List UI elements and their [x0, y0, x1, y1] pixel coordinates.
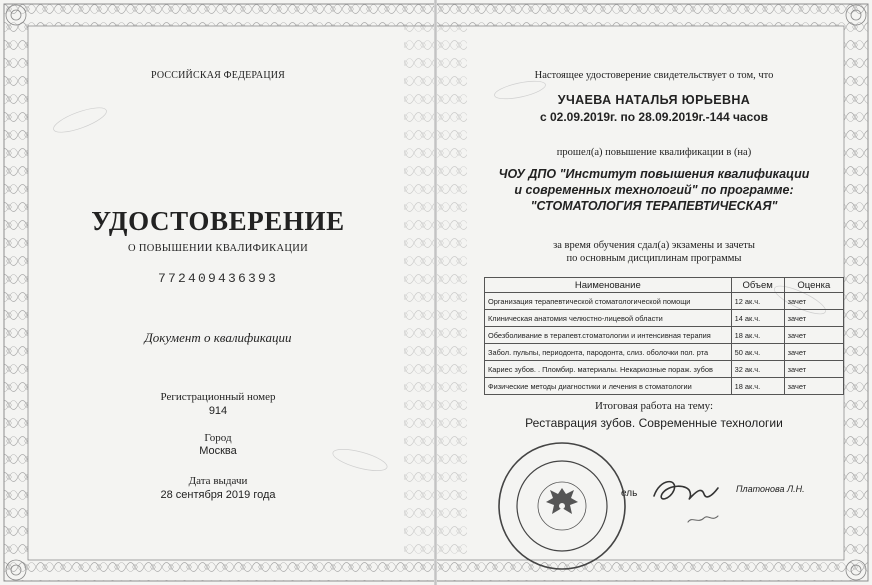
discipline-name: Физические методы диагностики и лечения в стоматологии [485, 378, 732, 395]
discipline-volume: 18 ак.ч. [731, 327, 784, 344]
discipline-volume: 14 ак.ч. [731, 310, 784, 327]
program-name: "СТОМАТОЛОГИЯ ТЕРАПЕВТИЧЕСКАЯ" [530, 199, 778, 213]
city-value: Москва [199, 445, 237, 457]
study-period: с 02.09.2019г. по 28.09.2019г.-144 часов [539, 110, 768, 124]
header-volume: Объем [731, 278, 784, 293]
discipline-grade: зачет [784, 310, 843, 327]
discipline-name: Организация терапевтической стоматологической помощи [485, 293, 732, 310]
round-stamp [496, 440, 628, 572]
discipline-volume: 12 ак.ч. [731, 293, 784, 310]
discipline-name: Клиническая анатомия челюстно-лицевой области [485, 310, 732, 327]
table-row [485, 361, 844, 378]
exam-line-1: за время обучения сдал(а) экзамены и зачеты [553, 240, 755, 251]
holder-name: УЧАЕВА НАТАЛЬЯ ЮРЬЕВНА [557, 93, 751, 107]
signature-mark [648, 466, 738, 536]
discipline-volume: 32 ак.ч. [731, 361, 784, 378]
issue-date: 28 сентября 2019 года [160, 489, 276, 501]
country-label: РОССИЙСКАЯ ФЕДЕРАЦИЯ [150, 70, 286, 81]
table-row [485, 310, 844, 327]
document-title: УДОСТОВЕРЕНИЕ [91, 206, 345, 236]
issue-date-label: Дата выдачи [188, 475, 248, 487]
header-name: Наименование [485, 278, 732, 293]
discipline-grade: зачет [784, 361, 843, 378]
exam-line-2: по основным дисциплинам программы [566, 253, 742, 264]
discipline-name: Обезболивание в терапевт.стоматологии и интенсивная терапия [485, 327, 732, 344]
serial-number: 772409436393 [157, 271, 278, 286]
city-label: Город [204, 432, 232, 444]
table-row [485, 327, 844, 344]
signer-name: Платонова Л.Н. [736, 484, 805, 494]
registration-label: Регистрационный номер [160, 391, 276, 403]
discipline-name: Кариес зубов. . Пломбир. материалы. Некариозные пораж. зубов [485, 361, 732, 378]
table-row [485, 293, 844, 310]
passed-text: прошел(а) повышение квалификации в (на) [556, 147, 752, 158]
header-grade: Оценка [784, 278, 843, 293]
final-work-title: Реставрация зубов. Современные технологии [525, 416, 783, 430]
discipline-name: Забол. пульпы, периодонта, пародонта, слиз. оболочки пол. рта [485, 344, 732, 361]
table-row [485, 378, 844, 395]
signature-role-fragment: ель [621, 488, 638, 499]
final-work-label: Итоговая работа на тему: [594, 400, 714, 412]
document-kind: Документ о квалификации [144, 330, 292, 345]
discipline-volume: 18 ак.ч. [731, 378, 784, 395]
institution-line-2: и современных технологий" по программе: [514, 183, 794, 197]
document-subtitle: О ПОВЫШЕНИИ КВАЛИФИКАЦИИ [128, 243, 308, 254]
discipline-grade: зачет [784, 344, 843, 361]
discipline-volume: 50 ак.ч. [731, 344, 784, 361]
institution-line-1: ЧОУ ДПО "Институт повышения квалификации [498, 167, 810, 181]
discipline-grade: зачет [784, 327, 843, 344]
table-row [485, 344, 844, 361]
intro-text: Настоящее удостоверение свидетельствует о том, что [534, 70, 774, 81]
registration-number: 914 [208, 405, 228, 417]
disciplines-table [484, 277, 844, 395]
table-header-row [485, 278, 844, 293]
discipline-grade: зачет [784, 378, 843, 395]
discipline-grade: зачет [784, 293, 843, 310]
